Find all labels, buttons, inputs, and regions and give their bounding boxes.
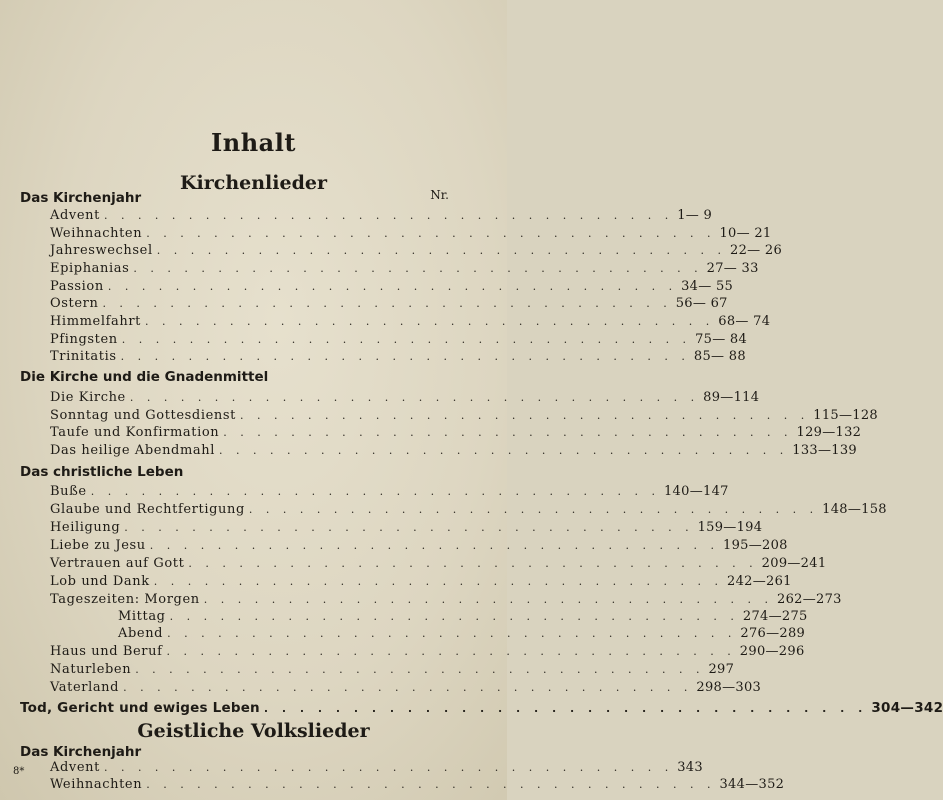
page-title: Inhalt xyxy=(211,128,296,157)
toc-entry-pfingsten[interactable] xyxy=(50,332,748,349)
toc-entry-volks-advent[interactable] xyxy=(50,760,703,777)
entry-number: 133—139 xyxy=(792,443,857,458)
entry-number: 85— 88 xyxy=(693,349,746,364)
entry-number: 89—114 xyxy=(703,390,760,405)
entry-number: 242—261 xyxy=(727,574,792,589)
entry-number: 75— 84 xyxy=(695,332,748,347)
entry-label: Mittag xyxy=(118,609,166,624)
toc-entry-heiligung[interactable] xyxy=(50,520,763,537)
toc-entry-mittag[interactable] xyxy=(50,609,808,626)
entry-number: 297 xyxy=(708,662,735,677)
toc-entry-die-kirche[interactable] xyxy=(50,390,760,407)
toc-entry-passion[interactable] xyxy=(50,279,734,296)
section-volks-kirchenjahr: Das Kirchenjahr xyxy=(20,744,142,760)
entry-label: Ostern xyxy=(50,296,99,311)
dot-leader: . . . . . . . . . . . . . . . . . . . . . . . . . . . . . . . . . . xyxy=(223,426,793,439)
dot-leader: . . . . . . . . . . . . . . . . . . . . . . . . . . . . . . . . . . xyxy=(149,539,720,552)
dot-leader: . . . . . . . . . . . . . . . . . . . . . . . . . . . . . . . . . . xyxy=(218,444,789,457)
entry-number: 10— 21 xyxy=(719,226,772,241)
entry-number: 344—352 xyxy=(719,777,785,792)
entry-label: Jahreswechsel xyxy=(50,243,153,258)
entry-number: 56— 67 xyxy=(675,296,728,311)
entry-label: Abend xyxy=(118,626,164,641)
entry-label: Glaube und Rechtfertigung xyxy=(50,502,245,517)
toc-entry-tod[interactable] xyxy=(20,700,943,717)
dot-leader: . . . . . . . . . . . . . . . . . . . . . . . . . . . . . . . . . . xyxy=(129,391,700,404)
toc-entry-busse[interactable] xyxy=(50,484,729,501)
heading-volkslieder: Geistliche Volkslieder xyxy=(137,720,370,742)
dot-leader: . . . . . . . . . . . . . . . . . . . . . . . . . . . . . . . . . . xyxy=(123,681,693,694)
entry-number: 159—194 xyxy=(697,520,763,535)
section-leben: Das christliche Leben xyxy=(20,464,184,480)
entry-label: Liebe zu Jesu xyxy=(50,538,146,553)
nr-column-label: Nr. xyxy=(430,188,449,202)
entry-label: Advent xyxy=(50,208,100,223)
dot-leader: . . . . . . . . . . . . . . . . . . . . . . . . . . . . . . . . . . xyxy=(203,593,774,606)
dot-leader: . . . . . . . . . . . . . . . . . . . . . . . . . . . . . . . . . . xyxy=(133,262,703,275)
dot-leader: . . . . . . . . . . . . . . . . . . . . . . . . . . . . . . . . . . xyxy=(103,209,674,222)
entry-label: Vaterland xyxy=(50,680,120,695)
dot-leader: . . . . . . . . . . . . . . . . . . . . . . . . . . . . . . . . . . xyxy=(135,663,705,676)
entry-label: Trinitatis xyxy=(50,349,117,364)
entry-label: Himmelfahrt xyxy=(50,314,141,329)
entry-label: Buße xyxy=(50,484,87,499)
toc-entry-trinitatis[interactable] xyxy=(50,349,746,366)
toc-entry-himmelfahrt[interactable] xyxy=(50,314,771,331)
dot-leader: . . . . . . . . . . . . . . . . . . . . . . . . . . . . . . . . . . xyxy=(103,761,674,774)
entry-label: Lob und Dank xyxy=(50,574,150,589)
entry-number: 68— 74 xyxy=(718,314,771,329)
entry-number: 148—158 xyxy=(822,502,887,517)
dot-leader: . . . . . . . . . . . . . . . . . . . . . . . . . . . . . . . . . . xyxy=(239,409,810,422)
entry-number: 290—296 xyxy=(739,644,805,659)
dot-leader: . . . . . . . . . . . . . . . . . . . . . . . . . . . . . . . . . . xyxy=(156,244,726,257)
dot-leader: . . . . . . . . . . . . . . . . . . . . . . . . . . . . . . . . . . xyxy=(153,575,724,588)
entry-number: 298—303 xyxy=(696,680,762,695)
entry-number: 140—147 xyxy=(663,484,729,499)
entry-number: 195—208 xyxy=(723,538,788,553)
entry-number: 34— 55 xyxy=(681,279,734,294)
toc-entry-vaterland[interactable] xyxy=(50,680,762,697)
section-kirchenjahr: Das Kirchenjahr xyxy=(20,190,142,206)
toc-entry-advent[interactable] xyxy=(50,208,713,225)
toc-entry-volks-weihnachten[interactable] xyxy=(50,777,785,794)
entry-number: 274—275 xyxy=(742,609,808,624)
entry-label: Epiphanias xyxy=(50,261,130,276)
entry-number: 276—289 xyxy=(740,626,806,641)
dot-leader: . . . . . . . . . . . . . . . . . . . . . . . . . . . . . . . . . . xyxy=(248,503,819,516)
entry-number: 115—128 xyxy=(813,408,878,423)
dot-leader: . . . . . . . . . . . . . . . . . . . . . . . . . . . . . . . . . . xyxy=(167,627,737,640)
signature-mark: 8* xyxy=(13,766,25,777)
dot-leader: . . . . . . . . . . . . . . . . . . . . . . . . . . . . . . . . . . xyxy=(120,350,690,363)
dot-leader: . . . . . . . . . . . . . . . . . . . . . . . . . . . . . . . . . . xyxy=(107,280,678,293)
heading-kirchenlieder: Kirchenlieder xyxy=(180,172,327,194)
toc-entry-taufe[interactable] xyxy=(50,425,862,442)
toc-entry-morgen[interactable] xyxy=(50,592,842,609)
entry-label: Das heilige Abendmahl xyxy=(50,443,215,458)
toc-entry-natur[interactable] xyxy=(50,662,735,679)
entry-number: 129—132 xyxy=(796,425,862,440)
entry-label: Pfingsten xyxy=(50,332,118,347)
dot-leader: . . . . . . . . . . . . . . . . . . . . . . . . . . . . . . . . . . xyxy=(144,315,715,328)
entry-number: 304—342 xyxy=(871,700,943,716)
toc-entry-jahreswechsel[interactable] xyxy=(50,243,783,260)
dot-leader: . . . . . . . . . . . . . . . . . . . . . . . . . . . . . . . . . . xyxy=(102,297,672,310)
toc-entry-vertrauen[interactable] xyxy=(50,556,827,573)
entry-label: Haus und Beruf xyxy=(50,644,163,659)
dot-leader: . . . . . . . . . . . . . . . . . . . . . . . . . . . . . . . . . . xyxy=(90,485,660,498)
toc-entry-ostern[interactable] xyxy=(50,296,728,313)
dot-leader: . . . . . . . . . . . . . . . . . . . . . . . . . . . . . . . . . . xyxy=(263,702,868,715)
dot-leader: . . . . . . . . . . . . . . . . . . . . . . . . . . . . . . . . . . xyxy=(166,645,736,658)
entry-label: Passion xyxy=(50,279,104,294)
dot-leader: . . . . . . . . . . . . . . . . . . . . . . . . . . . . . . . . . . xyxy=(146,227,716,240)
entry-label: Die Kirche xyxy=(50,390,126,405)
toc-entry-liebe[interactable] xyxy=(50,538,788,555)
toc-entry-sonntag[interactable] xyxy=(50,408,878,425)
entry-number: 209—241 xyxy=(761,556,827,571)
entry-label: Heiligung xyxy=(50,520,121,535)
dot-leader: . . . . . . . . . . . . . . . . . . . . . . . . . . . . . . . . . . xyxy=(169,610,739,623)
dot-leader: . . . . . . . . . . . . . . . . . . . . . . . . . . . . . . . . . . xyxy=(121,333,692,346)
entry-label: Tageszeiten: Morgen xyxy=(50,592,200,607)
dot-leader: . . . . . . . . . . . . . . . . . . . . . . . . . . . . . . . . . . xyxy=(124,521,694,534)
entry-label: Sonntag und Gottesdienst xyxy=(50,408,236,423)
toc-entry-epiphanias[interactable] xyxy=(50,261,759,278)
entry-label: Naturleben xyxy=(50,662,132,677)
entry-label: Weihnachten xyxy=(50,777,143,792)
entry-label: Weihnachten xyxy=(50,226,143,241)
dot-leader: . . . . . . . . . . . . . . . . . . . . . . . . . . . . . . . . . . xyxy=(188,557,758,570)
entry-label: Advent xyxy=(50,760,100,775)
entry-number: 343 xyxy=(677,760,703,775)
dot-leader: . . . . . . . . . . . . . . . . . . . . . . . . . . . . . . . . . . xyxy=(146,778,716,791)
toc-entry-weihnachten[interactable] xyxy=(50,226,772,243)
section-kirche: Die Kirche und die Gnadenmittel xyxy=(20,369,269,385)
toc-entry-glaube[interactable] xyxy=(50,502,887,519)
toc-entry-abend[interactable] xyxy=(50,626,806,643)
toc-entry-abendmahl[interactable] xyxy=(50,443,857,460)
entry-label: Tod, Gericht und ewiges Leben xyxy=(20,700,260,716)
entry-label: Vertrauen auf Gott xyxy=(50,556,185,571)
entry-label: Taufe und Konfirmation xyxy=(50,425,220,440)
toc-entry-lob[interactable] xyxy=(50,574,792,591)
entry-number: 1— 9 xyxy=(677,208,713,223)
entry-number: 27— 33 xyxy=(706,261,759,276)
entry-number: 262—273 xyxy=(777,592,842,607)
toc-entry-haus[interactable] xyxy=(50,644,805,661)
entry-number: 22— 26 xyxy=(730,243,783,258)
